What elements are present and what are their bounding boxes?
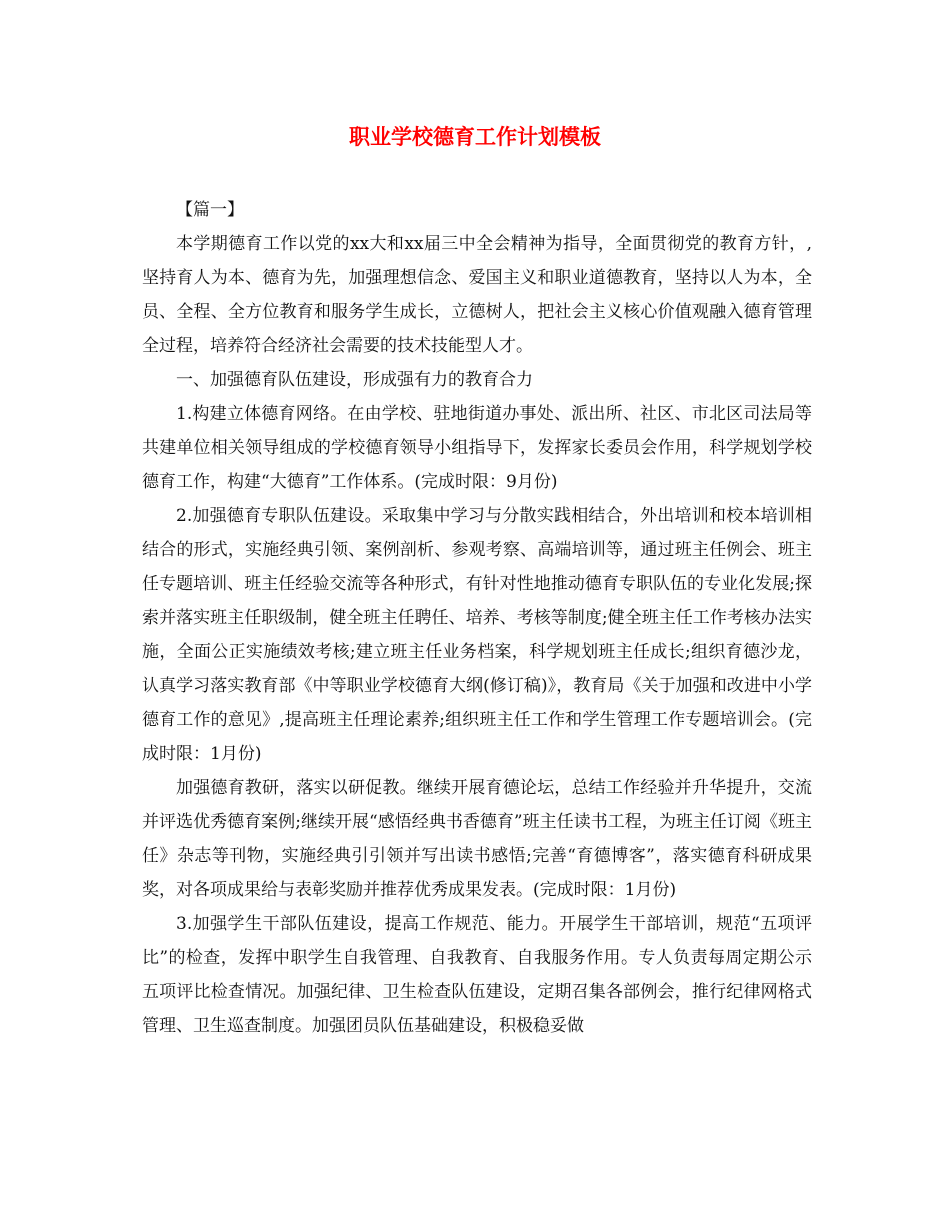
section-heading: 【篇一】 <box>176 200 244 220</box>
paragraph: 2.加强德育专职队伍建设。采取集中学习与分散实践相结合，外出培训和校本培训相结合的形式，实施经典引领、案例剖析、参观考察、高端培训等，通过班主任例会、班主任专题培训、班主任经验交流等各种形式，有针对性地推动德育专职队伍的专业化发展;探索并落实班主任职级制，健全班主任聘任、培养、考核等制度;健全班主任工作考核办法实施，全面公正实施绩效考核;建立班主任业务档案，科学规划班主任成长;组织育德沙龙，认真学习落实教育部《中等职业学校德育大纲(修订稿)》，教育局《关于加强和改进中小学德育工作的意见》,提高班主任理论素养;组织班主任工作和学生管理工作专题培训会。(完成时限：1月份) <box>142 506 812 764</box>
section-heading: 一、加强德育队伍建设，形成强有力的教育合力 <box>176 370 533 390</box>
paragraph: 加强德育教研，落实以研促教。继续开展育德论坛，总结工作经验并升华提升，交流并评选优秀德育案例;继续开展“感悟经典书香德育”班主任读书工程，为班主任订阅《班主任》杂志等刊物，实施经典引引领并写出读书感悟;完善“育德博客”，落实德育科研成果奖，对各项成果给与表彰奖励并推荐优秀成果发表。(完成时限：1月份) <box>142 778 812 900</box>
document-body <box>142 193 812 1043</box>
paragraph: 1.构建立体德育网络。在由学校、驻地街道办事处、派出所、社区、市北区司法局等共建单位相关领导组成的学校德育领导小组指导下，发挥家长委员会作用，科学规划学校德育工作，构建“大德育”工作体系。(完成时限：9月份) <box>142 404 812 492</box>
paragraph: 3.加强学生干部队伍建设，提高工作规范、能力。开展学生干部培训，规范“五项评比”的检查，发挥中职学生自我管理、自我教育、自我服务作用。专人负责每周定期公示五项评比检查情况。加强纪律、卫生检查队伍建设，定期召集各部例会，推行纪律网格式管理、卫生巡查制度。加强团员队伍基础建设，积极稳妥做 <box>142 914 812 1036</box>
paragraph: 本学期德育工作以党的xx大和xx届三中全会精神为指导，全面贯彻党的教育方针，,坚持育人为本、德育为先，加强理想信念、爱国主义和职业道德教育，坚持以人为本，全员、全程、全方位教育和服务学生成长，立德树人，把社会主义核心价值观融入德育管理全过程，培养符合经济社会需要的技术技能型人才。 <box>142 234 812 356</box>
document-title: 职业学校德育工作计划模板 <box>349 124 601 149</box>
